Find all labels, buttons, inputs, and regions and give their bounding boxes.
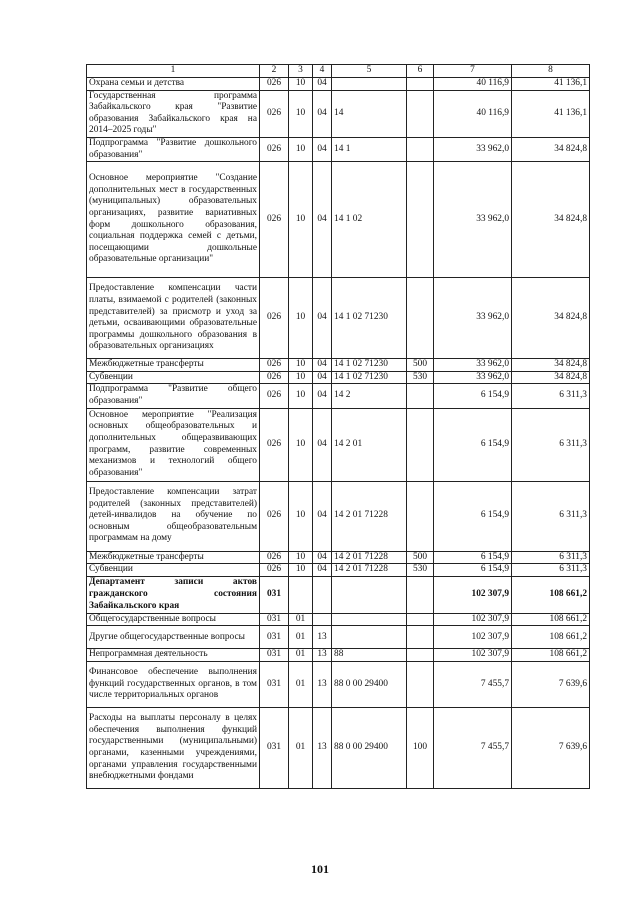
expense-type bbox=[407, 626, 434, 649]
target-article: 14 1 02 71230 bbox=[332, 359, 407, 372]
row-name: Финансовое обеспечение выполнения функций государственных органов, в том числе территориальных органов bbox=[87, 661, 260, 707]
amount-year-2: 34 824,8 bbox=[512, 137, 590, 161]
subsection-code: 04 bbox=[313, 278, 332, 359]
expense-type: 500 bbox=[407, 359, 434, 372]
target-article bbox=[332, 613, 407, 626]
column-number-8: 8 bbox=[512, 65, 590, 78]
table-row bbox=[87, 481, 590, 551]
subsection-code: 04 bbox=[313, 359, 332, 372]
target-article: 14 2 01 71228 bbox=[332, 481, 407, 551]
table-row bbox=[87, 384, 590, 408]
table-row bbox=[87, 278, 590, 359]
table-row bbox=[87, 90, 590, 137]
expense-type bbox=[407, 613, 434, 626]
target-article: 14 1 bbox=[332, 137, 407, 161]
chapter-code: 026 bbox=[260, 564, 289, 577]
amount-year-1: 33 962,0 bbox=[434, 371, 512, 384]
section-code: 10 bbox=[289, 371, 313, 384]
row-name: Государственная программа Забайкальского края "Развитие образования Забайкальского края на 2014–2025 годы" bbox=[87, 90, 260, 137]
amount-year-1: 33 962,0 bbox=[434, 359, 512, 372]
target-article: 14 1 02 71230 bbox=[332, 371, 407, 384]
table-row bbox=[87, 661, 590, 707]
table-row bbox=[87, 371, 590, 384]
table-row bbox=[87, 649, 590, 662]
amount-year-1: 6 154,9 bbox=[434, 564, 512, 577]
amount-year-1: 6 154,9 bbox=[434, 481, 512, 551]
subsection-code: 04 bbox=[313, 90, 332, 137]
chapter-code: 026 bbox=[260, 371, 289, 384]
row-name: Расходы на выплаты персоналу в целях обеспечения выполнения функций государственными (муниципальными) органами, казенными учреждениями, органами управления государственными внебюджетными фондами bbox=[87, 707, 260, 788]
subsection-code: 13 bbox=[313, 626, 332, 649]
target-article: 14 2 bbox=[332, 384, 407, 408]
chapter-code: 026 bbox=[260, 137, 289, 161]
column-number-4: 4 bbox=[313, 65, 332, 78]
chapter-code: 031 bbox=[260, 649, 289, 662]
section-code: 10 bbox=[289, 551, 313, 564]
row-name: Основное мероприятие "Создание дополнительных мест в государственных (муниципальных) образовательных организациях, развитие вариативных форм дошкольного образования, социальная поддержка семей с детьми, посещающими дошкольные образовательные организации" bbox=[87, 162, 260, 278]
amount-year-1: 102 307,9 bbox=[434, 613, 512, 626]
amount-year-1: 6 154,9 bbox=[434, 408, 512, 481]
amount-year-2: 34 824,8 bbox=[512, 359, 590, 372]
target-article bbox=[332, 626, 407, 649]
subsection-code: 04 bbox=[313, 162, 332, 278]
section-code: 10 bbox=[289, 384, 313, 408]
chapter-code: 026 bbox=[260, 359, 289, 372]
table-row bbox=[87, 137, 590, 161]
expense-type bbox=[407, 481, 434, 551]
amount-year-1: 7 455,7 bbox=[434, 661, 512, 707]
amount-year-2: 6 311,3 bbox=[512, 564, 590, 577]
section-code: 10 bbox=[289, 137, 313, 161]
subsection-code: 04 bbox=[313, 408, 332, 481]
amount-year-2: 41 136,1 bbox=[512, 78, 590, 91]
chapter-code: 031 bbox=[260, 576, 289, 613]
row-name: Охрана семьи и детства bbox=[87, 78, 260, 91]
section-code: 10 bbox=[289, 90, 313, 137]
amount-year-2: 108 661,2 bbox=[512, 613, 590, 626]
section-code: 01 bbox=[289, 661, 313, 707]
table-row bbox=[87, 564, 590, 577]
section-code: 01 bbox=[289, 707, 313, 788]
row-name: Другие общегосударственные вопросы bbox=[87, 626, 260, 649]
amount-year-1: 33 962,0 bbox=[434, 278, 512, 359]
chapter-code: 026 bbox=[260, 481, 289, 551]
amount-year-2: 7 639,6 bbox=[512, 707, 590, 788]
chapter-code: 026 bbox=[260, 408, 289, 481]
amount-year-2: 41 136,1 bbox=[512, 90, 590, 137]
table-row bbox=[87, 78, 590, 91]
row-name: Непрограммная деятельность bbox=[87, 649, 260, 662]
amount-year-1: 33 962,0 bbox=[434, 162, 512, 278]
subsection-code: 04 bbox=[313, 564, 332, 577]
chapter-code: 031 bbox=[260, 707, 289, 788]
amount-year-2: 6 311,3 bbox=[512, 384, 590, 408]
expense-type bbox=[407, 661, 434, 707]
row-name: Общегосударственные вопросы bbox=[87, 613, 260, 626]
section-code: 10 bbox=[289, 359, 313, 372]
row-name: Субвенции bbox=[87, 564, 260, 577]
section-code bbox=[289, 576, 313, 613]
expense-type: 530 bbox=[407, 371, 434, 384]
subsection-code: 04 bbox=[313, 384, 332, 408]
chapter-code: 031 bbox=[260, 661, 289, 707]
amount-year-2: 6 311,3 bbox=[512, 481, 590, 551]
row-name: Подпрограмма "Развитие общего образования" bbox=[87, 384, 260, 408]
expense-type: 100 bbox=[407, 707, 434, 788]
expense-type bbox=[407, 137, 434, 161]
amount-year-1: 7 455,7 bbox=[434, 707, 512, 788]
target-article: 88 0 00 29400 bbox=[332, 661, 407, 707]
expense-type: 530 bbox=[407, 564, 434, 577]
column-number-3: 3 bbox=[289, 65, 313, 78]
subsection-code: 13 bbox=[313, 707, 332, 788]
amount-year-2: 108 661,2 bbox=[512, 649, 590, 662]
amount-year-2: 108 661,2 bbox=[512, 576, 590, 613]
amount-year-2: 34 824,8 bbox=[512, 371, 590, 384]
row-name: Подпрограмма "Развитие дошкольного образования" bbox=[87, 137, 260, 161]
chapter-code: 031 bbox=[260, 613, 289, 626]
subsection-code: 04 bbox=[313, 481, 332, 551]
section-code: 10 bbox=[289, 408, 313, 481]
amount-year-1: 33 962,0 bbox=[434, 137, 512, 161]
target-article: 88 0 00 29400 bbox=[332, 707, 407, 788]
target-article: 14 2 01 71228 bbox=[332, 551, 407, 564]
expense-type: 500 bbox=[407, 551, 434, 564]
section-code: 10 bbox=[289, 278, 313, 359]
row-name: Предоставление компенсации части платы, взимаемой с родителей (законных представителей) за присмотр и уход за детьми, осваивающими образовательные программы дошкольного образования в образовательных организациях bbox=[87, 278, 260, 359]
amount-year-1: 6 154,9 bbox=[434, 384, 512, 408]
target-article: 14 1 02 bbox=[332, 162, 407, 278]
chapter-code: 026 bbox=[260, 384, 289, 408]
target-article: 88 bbox=[332, 649, 407, 662]
amount-year-1: 40 116,9 bbox=[434, 90, 512, 137]
section-code: 10 bbox=[289, 162, 313, 278]
section-code: 10 bbox=[289, 481, 313, 551]
column-number-6: 6 bbox=[407, 65, 434, 78]
expense-type bbox=[407, 162, 434, 278]
section-code: 01 bbox=[289, 649, 313, 662]
expense-type bbox=[407, 384, 434, 408]
table-row bbox=[87, 707, 590, 788]
subsection-code: 04 bbox=[313, 78, 332, 91]
target-article bbox=[332, 78, 407, 91]
amount-year-1: 6 154,9 bbox=[434, 551, 512, 564]
chapter-code: 026 bbox=[260, 551, 289, 564]
subsection-code bbox=[313, 576, 332, 613]
target-article: 14 1 02 71230 bbox=[332, 278, 407, 359]
column-number-2: 2 bbox=[260, 65, 289, 78]
subsection-code: 04 bbox=[313, 371, 332, 384]
amount-year-2: 6 311,3 bbox=[512, 551, 590, 564]
chapter-code: 026 bbox=[260, 278, 289, 359]
target-article: 14 2 01 bbox=[332, 408, 407, 481]
column-number-1: 1 bbox=[87, 65, 260, 78]
subsection-code bbox=[313, 613, 332, 626]
target-article: 14 bbox=[332, 90, 407, 137]
amount-year-1: 102 307,9 bbox=[434, 626, 512, 649]
row-name: Межбюджетные трансферты bbox=[87, 359, 260, 372]
amount-year-2: 34 824,8 bbox=[512, 278, 590, 359]
table-row bbox=[87, 162, 590, 278]
table-row bbox=[87, 626, 590, 649]
table-row bbox=[87, 359, 590, 372]
row-name: Межбюджетные трансферты bbox=[87, 551, 260, 564]
target-article: 14 2 01 71228 bbox=[332, 564, 407, 577]
amount-year-1: 102 307,9 bbox=[434, 576, 512, 613]
amount-year-2: 34 824,8 bbox=[512, 162, 590, 278]
table-row bbox=[87, 613, 590, 626]
section-code: 10 bbox=[289, 564, 313, 577]
table-row bbox=[87, 576, 590, 613]
budget-table bbox=[86, 64, 590, 789]
amount-year-2: 108 661,2 bbox=[512, 626, 590, 649]
expense-type bbox=[407, 649, 434, 662]
section-code: 10 bbox=[289, 78, 313, 91]
row-name: Основное мероприятие "Реализация основных общеобразовательных и дополнительных общеразвивающих программ, развитие современных механизмов и технологий общего образования" bbox=[87, 408, 260, 481]
expense-type bbox=[407, 408, 434, 481]
header-row bbox=[87, 65, 590, 78]
target-article bbox=[332, 576, 407, 613]
section-code: 01 bbox=[289, 613, 313, 626]
column-number-7: 7 bbox=[434, 65, 512, 78]
subsection-code: 04 bbox=[313, 551, 332, 564]
row-name: Субвенции bbox=[87, 371, 260, 384]
amount-year-2: 7 639,6 bbox=[512, 661, 590, 707]
subsection-code: 13 bbox=[313, 661, 332, 707]
amount-year-2: 6 311,3 bbox=[512, 408, 590, 481]
expense-type bbox=[407, 576, 434, 613]
section-code: 01 bbox=[289, 626, 313, 649]
expense-type bbox=[407, 278, 434, 359]
amount-year-1: 40 116,9 bbox=[434, 78, 512, 91]
chapter-code: 031 bbox=[260, 626, 289, 649]
chapter-code: 026 bbox=[260, 78, 289, 91]
expense-type bbox=[407, 90, 434, 137]
page-number: 101 bbox=[311, 862, 329, 876]
amount-year-1: 102 307,9 bbox=[434, 649, 512, 662]
subsection-code: 13 bbox=[313, 649, 332, 662]
table-row bbox=[87, 408, 590, 481]
row-name: Департамент записи актов гражданского состояния Забайкальского края bbox=[87, 576, 260, 613]
subsection-code: 04 bbox=[313, 137, 332, 161]
expense-type bbox=[407, 78, 434, 91]
table-row bbox=[87, 551, 590, 564]
chapter-code: 026 bbox=[260, 90, 289, 137]
chapter-code: 026 bbox=[260, 162, 289, 278]
row-name: Предоставление компенсации затрат родителей (законных представителей) детей-инвалидов на обучение по основным общеобразовательным программам на дому bbox=[87, 481, 260, 551]
column-number-5: 5 bbox=[332, 65, 407, 78]
